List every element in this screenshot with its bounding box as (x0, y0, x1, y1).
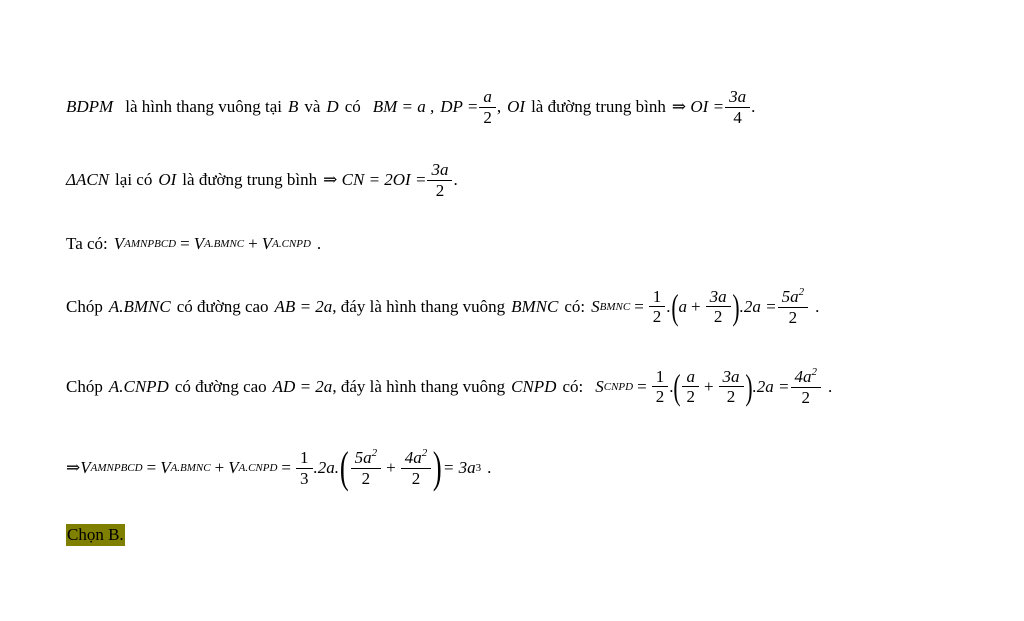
plus: + (386, 458, 396, 477)
text: là hình thang vuông tại (125, 97, 282, 117)
formula: .2a. (313, 458, 339, 477)
area-symbol: S (591, 296, 600, 316)
period: . (316, 234, 322, 253)
subscript: A.BMNC (170, 462, 211, 474)
volume-symbol: V (80, 458, 91, 477)
denominator: 2 (719, 386, 744, 406)
line-triangle-acn (66, 161, 458, 200)
right-paren: ) (433, 443, 442, 492)
text: có đường cao (176, 296, 269, 316)
fraction-a-over-2 (684, 368, 697, 407)
subscript: A.CNPD (272, 238, 311, 250)
denominator: 3 (296, 468, 313, 488)
text: , đáy là hình thang vuông (332, 296, 506, 316)
denominator: 2 (778, 307, 809, 327)
denominator: 2 (401, 468, 432, 488)
numerator-text: 5a (781, 287, 799, 306)
text: và (304, 97, 321, 117)
fraction-5a2-over-2 (353, 448, 380, 488)
fraction-3a-over-2 (708, 288, 729, 327)
numerator (780, 287, 807, 307)
denominator: 2 (652, 386, 669, 406)
fraction-1-over-3 (298, 449, 311, 488)
numerator: a (483, 87, 492, 106)
fraction-a-over-2 (481, 88, 494, 127)
fraction-1-over-2 (651, 288, 664, 327)
pyramid-name: A.CNPD (108, 376, 169, 396)
superscript: 2 (421, 447, 428, 460)
period: . (828, 376, 833, 396)
text: Chóp (66, 376, 103, 396)
subscript: AMNPBCD (90, 462, 143, 474)
text: có: (564, 296, 586, 316)
right-paren: ) (732, 286, 740, 327)
formula: .2a = (739, 296, 777, 316)
denominator: 2 (479, 107, 496, 127)
numerator: 1 (655, 366, 665, 386)
text: có (344, 97, 361, 117)
equals: = (637, 376, 647, 396)
left-paren: ( (670, 286, 679, 327)
text: Chóp (66, 296, 103, 316)
denominator: 2 (791, 387, 822, 407)
period: . (751, 97, 756, 117)
base-name: BMNC (511, 296, 559, 316)
line-trapezoid-bdpm (66, 88, 755, 127)
triangle-name: ΔACN (66, 170, 110, 190)
fraction-4a2-over-2 (793, 367, 820, 407)
fraction-1-over-2 (654, 368, 667, 407)
shape-name: BDPM (66, 97, 114, 117)
period: . (487, 458, 492, 477)
height-formula: AD = 2a (272, 376, 333, 396)
numerator: 3a (709, 286, 727, 306)
denominator: 4 (725, 107, 750, 127)
equals: = (180, 234, 190, 253)
left-paren: ( (339, 443, 349, 492)
equals: = (281, 458, 291, 477)
numerator-text: 5a (354, 448, 372, 468)
formula: .2a = (752, 376, 790, 396)
numerator: 3a (729, 87, 747, 106)
var-a: a (678, 296, 688, 316)
formula-bm: BM = a , (372, 97, 435, 117)
text: lại có (115, 170, 153, 190)
plus: + (214, 458, 225, 477)
line-pyramid-abmnc (66, 287, 819, 327)
volume-symbol: V (113, 234, 125, 253)
superscript: 2 (811, 366, 818, 378)
volume-symbol: V (261, 234, 273, 253)
formula-cn: ⇒ CN = 2OI = (323, 170, 427, 190)
implies-arrow: ⇒ (66, 458, 81, 477)
left-paren: ( (673, 366, 682, 407)
subscript: A.BMNC (204, 238, 245, 250)
period: . (453, 170, 458, 190)
plus: + (691, 296, 701, 316)
numerator: 1 (300, 447, 309, 467)
fraction-4a2-over-2 (403, 448, 430, 488)
dot: . (666, 296, 671, 316)
text: là đường trung bình (182, 170, 318, 190)
denominator: 2 (706, 306, 731, 326)
text: là đường trung bình (531, 97, 666, 117)
numerator: 1 (652, 286, 662, 306)
volume-symbol: V (160, 458, 171, 477)
denominator: 2 (682, 386, 699, 406)
fraction-3a-over-4 (727, 88, 748, 127)
equals: = (634, 296, 644, 316)
formula-dp: DP = (440, 97, 479, 117)
numerator-text: 4a (404, 448, 422, 468)
denominator: 2 (427, 180, 452, 200)
subscript: BMNC (599, 300, 631, 313)
plus: + (248, 234, 258, 253)
numerator: 3a (431, 160, 449, 179)
plus: + (703, 376, 714, 396)
subscript: AMNPBCD (124, 238, 177, 250)
equals: = (146, 458, 157, 477)
pyramid-name: A.BMNC (108, 296, 171, 316)
text: Ta có: (66, 234, 108, 253)
period: . (815, 296, 820, 316)
superscript: 3 (475, 462, 482, 474)
fraction-5a2-over-2 (780, 287, 807, 327)
fraction-3a-over-2 (429, 161, 450, 200)
denominator: 2 (649, 306, 666, 326)
numerator (793, 367, 820, 387)
line-pyramid-acnpd (66, 367, 832, 407)
line-final-volume (66, 443, 492, 492)
segment-oi: OI (158, 170, 177, 190)
subscript: CNPD (603, 380, 634, 393)
subscript: A.CNPD (238, 462, 278, 474)
numerator (403, 448, 430, 468)
result: = 3a (442, 458, 476, 477)
area-symbol: S (595, 376, 604, 396)
numerator-text: 4a (794, 367, 812, 386)
superscript: 2 (798, 286, 805, 298)
numerator: a (686, 366, 695, 386)
text: , đáy là hình thang vuông (332, 376, 506, 396)
point-d: D (326, 97, 339, 117)
text: có: (562, 376, 584, 396)
answer-highlight: Chọn B. (67, 525, 124, 544)
right-paren: ) (744, 366, 753, 407)
segment-oi: OI (507, 97, 526, 117)
numerator: 3a (722, 366, 740, 386)
height-formula: AB = 2a (274, 296, 333, 316)
superscript: 2 (371, 447, 378, 460)
formula-oi: ⇒ OI = (671, 97, 725, 117)
base-name: CNPD (511, 376, 557, 396)
denominator: 2 (351, 468, 382, 488)
volume-symbol: V (228, 458, 239, 477)
text: có đường cao (174, 376, 267, 396)
point-b: B (287, 97, 299, 117)
numerator (353, 448, 380, 468)
dot: . (669, 376, 674, 396)
volume-symbol: V (193, 234, 205, 253)
fraction-3a-over-2 (721, 368, 742, 407)
comma: , (496, 97, 502, 117)
line-volume-sum (66, 234, 321, 254)
